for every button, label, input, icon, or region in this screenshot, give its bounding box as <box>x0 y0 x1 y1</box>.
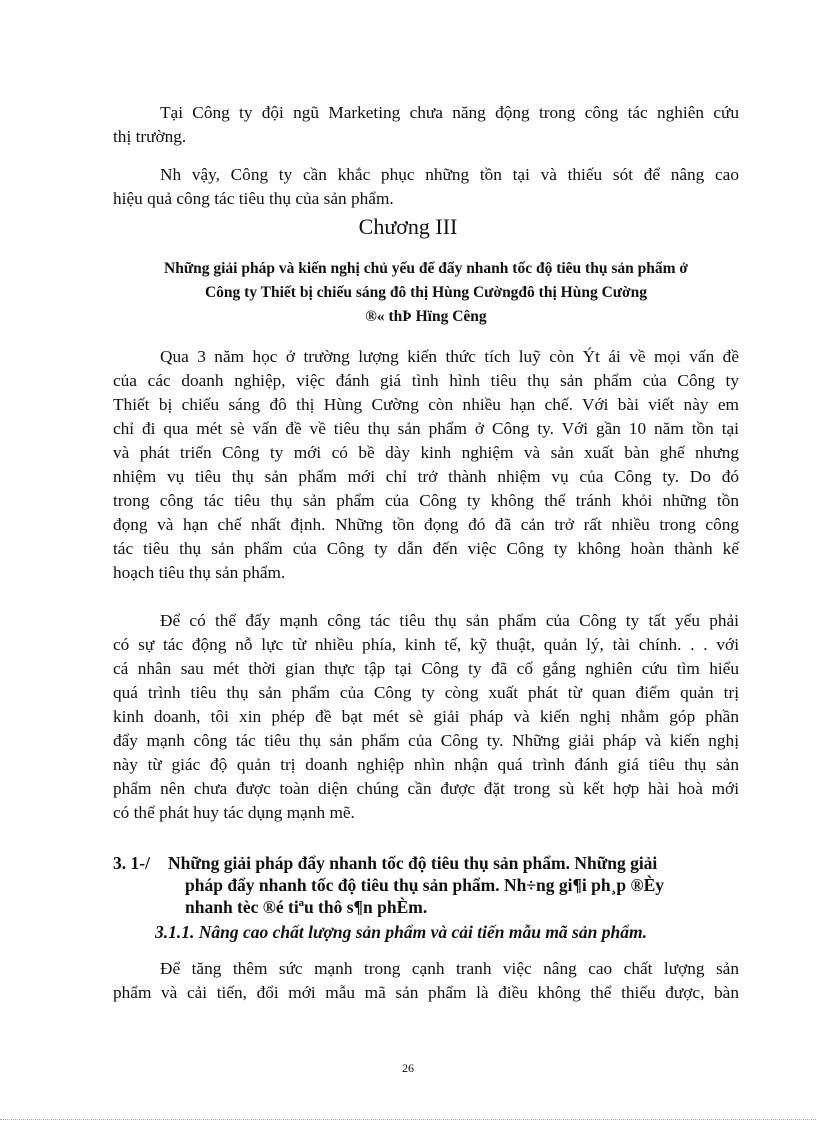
text-line: thị trường. <box>113 127 187 146</box>
text-line: hoạch tiêu thụ sản phẩm. <box>113 563 286 582</box>
text-line: quá trình tiêu thụ sản phẩm của Công ty còng xuất phát từ quan điểm quản trị <box>113 683 739 702</box>
page-bottom-divider <box>0 1119 816 1120</box>
section-title <box>113 852 739 918</box>
text-line: có thể phát huy tác dụng mạnh mẽ. <box>113 803 355 822</box>
section-heading <box>113 852 739 918</box>
section-number: 3. 1-/ <box>113 853 150 873</box>
text-line: và phát triển Công ty mới có bề dày kinh nghiệm và sản xuất bàn ghế nhưng <box>113 443 739 462</box>
text-line: phẩm và cải tiến, đổi mới mẫu mã sản phẩm là điều không thể thiếu được, bàn <box>113 983 739 1002</box>
text-line: đọng và hạn chế nhất định. Những tồn đọng đó đã cản trở rất nhiều trong công <box>113 515 739 534</box>
text-line: Qua 3 năm học ở trường lượng kiến thức tích luỹ còn Ýt ái về mọi vấn đề <box>160 347 739 366</box>
paragraph-introduction <box>113 345 739 585</box>
text-line: Để có thể đẩy mạnh công tác tiêu thụ sản phẩm của Công ty tất yếu phải <box>160 611 739 630</box>
subtitle-line: ®« thÞ Hïng Cêng <box>365 308 487 325</box>
subtitle-line: Những giải pháp và kiến nghị chủ yếu để đẩy nhanh tốc độ tiêu thụ sản phẩm ở <box>164 260 688 277</box>
text-line: Thiết bị chiếu sáng đô thị Hùng Cường còn nhiều hạn chế. Với bài viết này em <box>113 395 739 414</box>
subsection-heading: 3.1.1. Nâng cao chất lượng sản phẩm và cải tiến mẫu mã sản phẩm. <box>155 922 647 942</box>
paragraph-conclusion <box>113 163 739 211</box>
section-title-line: nhanh tèc ®é tiªu thô s¶n phÈm. <box>185 897 428 917</box>
text-line: phẩm nên chưa được toàn diện chúng cần được đặt trong sù kết hợp hài hoà mới <box>113 779 739 798</box>
paragraph-quality <box>113 957 739 1005</box>
paragraph-marketing <box>113 101 739 149</box>
chapter-subtitle <box>113 257 739 329</box>
text-line: kinh doanh, tôi xin phép đề bạt mét sè giải pháp và kiến nghị nhằm góp phần <box>113 707 739 726</box>
text-line: Để tăng thêm sức mạnh trong cạnh tranh việc nâng cao chất lượng sản <box>160 959 739 978</box>
text-line: có sự tác động nỗ lực từ nhiều phía, kinh tế, kỹ thuật, quản lý, tài chính. . . với <box>113 635 739 654</box>
text-line: chỉ đi qua mét sè vấn đề về tiêu thụ sản phẩm ở Công ty. Với gần 10 năm tồn tại <box>113 419 739 438</box>
text-line: của các doanh nghiệp, việc đánh giá tình hình tiêu thụ sản phẩm của Công ty <box>113 371 739 390</box>
text-line: này từ giác độ quản trị doanh nghiệp nhìn nhận quá trình đánh giá tiêu thụ sản <box>113 755 739 774</box>
paragraph-proposal <box>113 609 739 825</box>
text-line: nhiệm vụ tiêu thụ sản phẩm mới chỉ trở thành nhiệm vụ của Công ty. Do đó <box>113 467 739 486</box>
text-line: Tại Công ty đội ngũ Marketing chưa năng động trong công tác nghiên cứu <box>160 103 739 122</box>
text-line: tác tiêu thụ sản phẩm của Công ty dẫn đến việc Công ty không hoàn thành kế <box>113 539 739 558</box>
section-title-line: pháp đẩy nhanh tốc độ tiêu thụ sản phẩm. Nh÷ng gi¶i ph¸p ®Èy <box>185 875 665 895</box>
text-line: trong công tác tiêu thụ sản phẩm của Công ty không thể tránh khỏi những tồn <box>113 491 739 510</box>
text-line: cá nhân sau mét thời gian thực tập tại Công ty đã cố gắng nghiên cứu tìm hiểu <box>113 659 739 678</box>
chapter-title: Chương III <box>358 214 458 239</box>
text-line: hiệu quả công tác tiêu thụ của sản phẩm. <box>113 189 394 208</box>
subtitle-line: Công ty Thiết bị chiếu sáng đô thị Hùng Cườngđô thị Hùng Cường <box>204 284 648 301</box>
text-line: Nh vậy, Công ty cần khắc phục những tồn tại và thiếu sót để nâng cao <box>160 165 739 184</box>
section-title-line: Những giải pháp đẩy nhanh tốc độ tiêu thụ sản phẩm. Những giải <box>168 853 658 873</box>
page-number: 26 <box>402 1061 414 1075</box>
text-line: đẩy mạnh công tác tiêu thụ sản phẩm của Công ty. Những giải pháp và kiến nghị <box>113 731 739 750</box>
